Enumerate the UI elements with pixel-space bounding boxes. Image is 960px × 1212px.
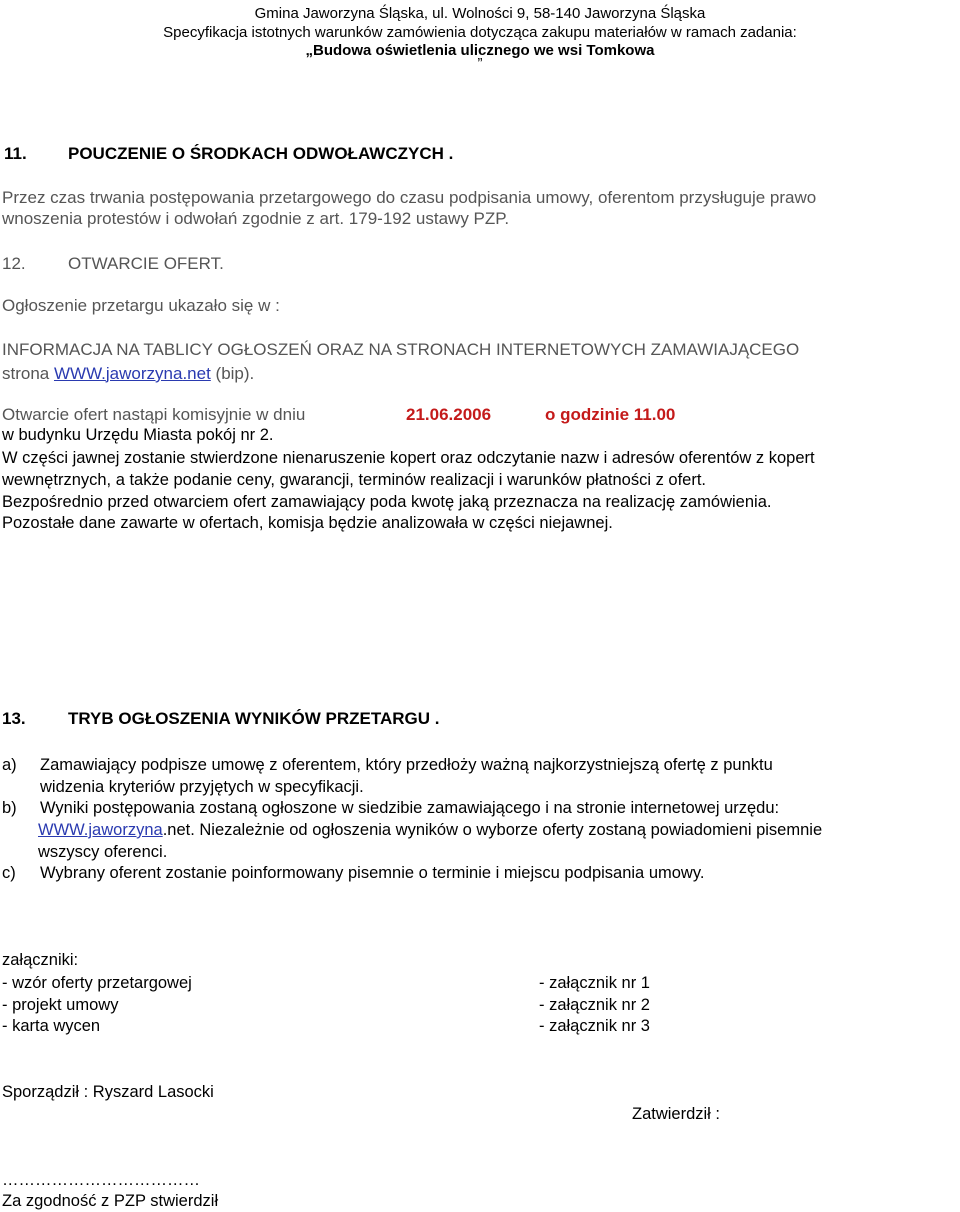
opening-date: 21.06.2006: [406, 405, 492, 424]
item-b-label: b): [2, 799, 17, 817]
info-line: INFORMACJA NA TABLICY OGŁOSZEŃ ORAZ NA STRONACH INTERNETOWYCH ZAMAWIAJĄCEGO: [2, 340, 800, 359]
opening-time: o godzinie 11.00: [545, 405, 676, 424]
section-11-number: 11.: [4, 144, 27, 163]
header-line-2: Specyfikacja istotnych warunków zamówienia dotycząca zakupu materiałów w ramach zadania:: [163, 24, 797, 41]
header-line-4: ”: [477, 55, 483, 72]
opening-para-1-line-1: W części jawnej zostanie stwierdzone nienaruszenie kopert oraz odczytanie nazw i adresów oferentów z kopert: [2, 449, 815, 467]
section-12-number: 12.: [2, 254, 26, 273]
strona-prefix: strona: [2, 364, 54, 383]
attachment-ref-2: - załącznik nr 2: [539, 996, 650, 1014]
section-13-number: 13.: [2, 709, 26, 728]
website-link[interactable]: WWW.jaworzyna.net: [53, 364, 211, 383]
attachment-name-2: - projekt umowy: [2, 996, 119, 1014]
header-line-3: „Budowa oświetlenia ulicznego we wsi Tomkowa: [305, 42, 655, 59]
attachment-name-3: - karta wycen: [2, 1017, 101, 1035]
opening-para-2: Bezpośrednio przed otwarciem ofert zamawiający poda kwotę jaką przeznacza na realizację zamówienia.: [2, 493, 772, 511]
item-b-line-2-rest: .net. Niezależnie od ogłoszenia wyników o wyborze oferty zostaną powiadomieni pisemnie: [162, 821, 823, 839]
strona-suffix: (bip).: [210, 364, 255, 383]
attachments-heading: załączniki:: [2, 951, 79, 969]
section-11-para-line-1: Przez czas trwania postępowania przetargowego do czasu podpisania umowy, oferentom przysługuje prawo: [2, 188, 817, 207]
item-a-line-1: Zamawiający podpisze umowę z oferentem, który przedłoży ważną najkorzystniejszą ofertę z punktu: [40, 756, 773, 774]
item-b-line-2: [38, 820, 822, 841]
item-b-line-3: wszyscy oferenci.: [38, 843, 168, 861]
attachment-ref-1: - załącznik nr 1: [539, 974, 650, 992]
section-11-title: POUCZENIE O ŚRODKACH ODWOŁAWCZYCH .: [68, 144, 454, 163]
announcement-text: Ogłoszenie przetargu ukazało się w :: [2, 296, 280, 315]
item-c-line-1: Wybrany oferent zostanie poinformowany pisemnie o terminie i miejscu podpisania umowy.: [40, 864, 705, 882]
header-line-1: Gmina Jaworzyna Śląska, ul. Wolności 9, 58-140 Jaworzyna Śląska: [254, 5, 706, 22]
section-13-title: TRYB OGŁOSZENIA WYNIKÓW PRZETARGU .: [68, 709, 440, 728]
section-11-para-line-2: wnoszenia protestów i odwołań zgodnie z art. 179-192 ustawy PZP.: [2, 209, 510, 228]
opening-para-1-line-2: wewnętrznych, a także podanie ceny, gwarancji, terminów realizacji i warunków płatności z ofert.: [2, 471, 707, 489]
signature-dots: ………………………………: [2, 1171, 200, 1189]
item-a-label: a): [2, 756, 17, 774]
compliance-statement: Za zgodność z PZP stwierdził: [2, 1192, 219, 1210]
attachment-name-1: - wzór oferty przetargowej: [2, 974, 192, 992]
opening-para-3: Pozostałe dane zawarte w ofertach, komisja będzie analizowała w części niejawnej.: [2, 514, 613, 532]
item-b-line-1: Wyniki postępowania zostaną ogłoszone w siedzibie zamawiającego i na stronie internetowej urzędu:: [40, 799, 780, 817]
approved-by: Zatwierdził :: [632, 1105, 721, 1123]
item-c-label: c): [2, 864, 16, 882]
attachment-ref-3: - załącznik nr 3: [539, 1017, 650, 1035]
website-line: [2, 363, 254, 384]
results-website-link[interactable]: WWW.jaworzyna: [38, 821, 163, 839]
opening-label: Otwarcie ofert nastąpi komisyjnie w dniu: [2, 405, 306, 424]
prepared-by: Sporządził : Ryszard Lasocki: [2, 1083, 214, 1101]
item-a-line-2: widzenia kryteriów przyjętych w specyfikacji.: [40, 778, 364, 796]
section-12-title: OTWARCIE OFERT.: [68, 254, 224, 273]
opening-building: w budynku Urzędu Miasta pokój nr 2.: [2, 426, 274, 444]
